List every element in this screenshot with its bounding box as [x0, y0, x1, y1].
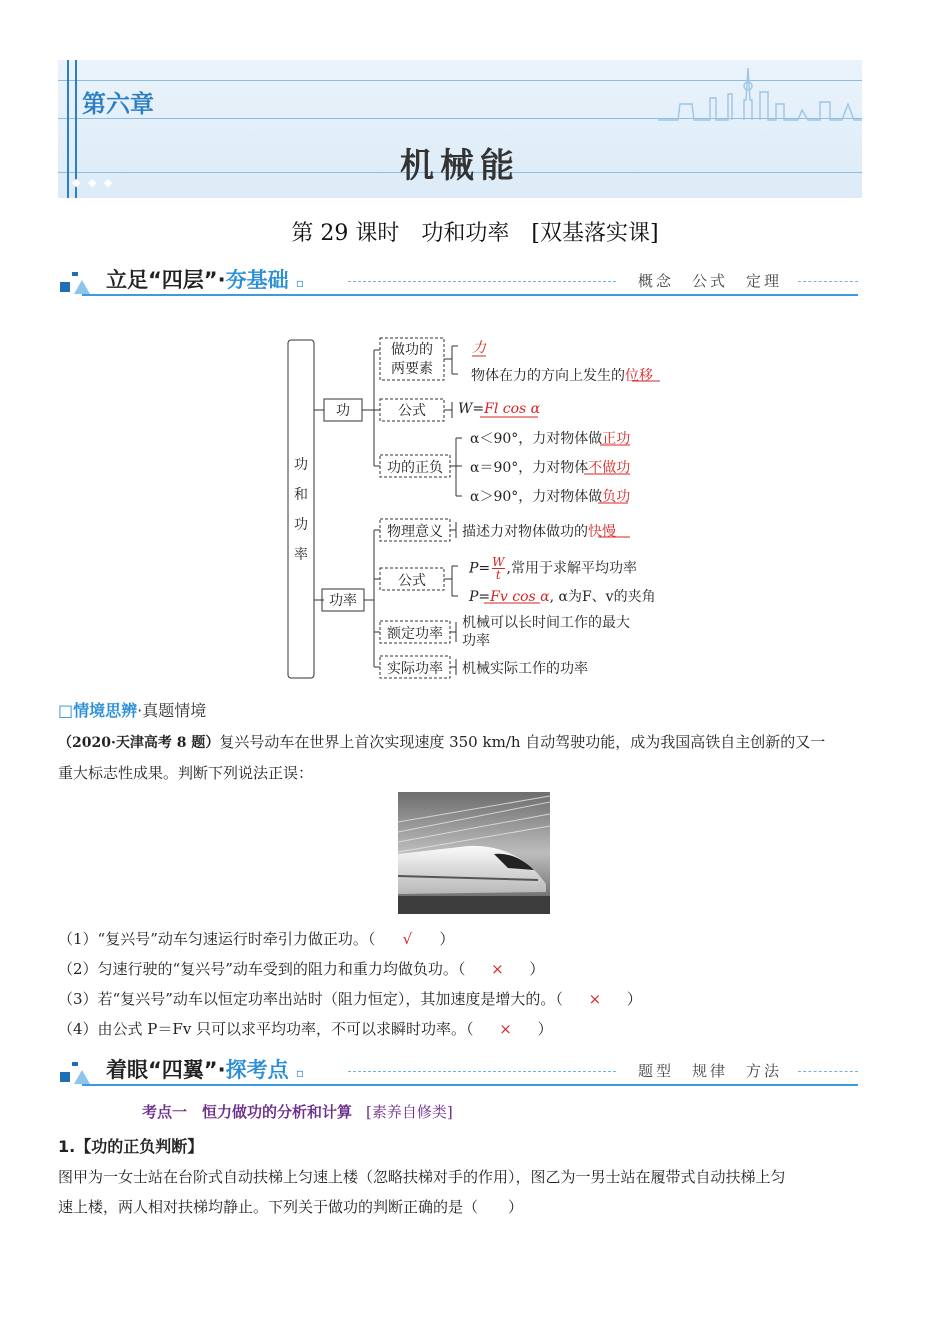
rated-power-node: 额定功率: [387, 626, 443, 642]
situation-heading: □情境思辨·真题情境: [58, 701, 207, 720]
elements-node-line: 做功的: [391, 342, 433, 358]
section-tags: 题型 规律 方法: [638, 1062, 783, 1080]
city-skyline-icon: [658, 64, 862, 126]
section-dash: [348, 281, 616, 282]
work-formula: W=Fl cos α: [458, 401, 541, 417]
section-icon: [58, 268, 92, 296]
rated-power-desc: [462, 614, 630, 650]
question-line: 速上楼，两人相对扶梯均静止。下列关于做功的判断正确的是（ ）: [58, 1198, 524, 1216]
section-dash: [798, 281, 858, 282]
topic-heading: 考点一 恒力做功的分析和计算 [素养自修类]: [142, 1103, 453, 1121]
mind-map-root: [288, 450, 314, 570]
root-char: 率: [294, 547, 308, 563]
sign-row: α＝90°，力对物体不做功: [470, 460, 631, 476]
actual-power-node: 实际功率: [387, 661, 443, 677]
work-node: 功: [336, 403, 350, 419]
power-formula-average: P= $\frac{W}{t}$ ,常用于求解平均功率: [469, 555, 637, 582]
root-char: 功: [294, 457, 308, 473]
judgement-item: （4）由公式 P＝Fv 只可以求平均功率，不可以求瞬时功率。（ × ）: [58, 1020, 553, 1038]
power-node: 功率: [329, 593, 357, 609]
section-header-basics: [58, 262, 858, 298]
element-displacement: 物体在力的方向上发生的位移: [471, 368, 653, 384]
section-title: 立足“四层”·夯基础 ▫: [106, 268, 305, 292]
section-underline: [82, 294, 858, 296]
root-char: 和: [294, 487, 308, 503]
section-header-exam-points: [58, 1052, 858, 1088]
judgement-item: （2）匀速行驶的“复兴号”动车受到的阻力和重力均做负功。（ × ）: [58, 960, 545, 978]
section-dash: [798, 1071, 858, 1072]
section-tags: 概念 公式 定理: [638, 272, 783, 290]
section-title: 着眼“四翼”·探考点 ▫: [106, 1058, 305, 1082]
rated-desc-line: 机械可以长时间工作的最大: [462, 615, 630, 631]
diamond-icon: ◆ ◆ ◆: [72, 176, 115, 189]
high-speed-train-image: [398, 792, 550, 914]
power-formula-node: 公式: [398, 573, 426, 589]
lesson-title: 第 29 课时 功和功率 [双基落实课]: [291, 221, 659, 246]
power-meaning-node: 物理意义: [387, 524, 443, 540]
judgement-item: （1）“复兴号”动车匀速运行时牵引力做正功。（ √ ）: [58, 930, 455, 948]
situation-paragraph: [58, 727, 892, 788]
actual-power-desc: 机械实际工作的功率: [462, 661, 588, 677]
section-underline: [82, 1084, 858, 1086]
power-meaning: 描述力对物体做功的快慢: [462, 524, 616, 540]
sign-row: α＞90°，力对物体做负功: [470, 489, 631, 505]
elements-node: [380, 341, 444, 379]
chapter-label: 第六章: [82, 90, 154, 118]
question-heading: 1.【功的正负判断】: [58, 1137, 204, 1156]
question-line: 图甲为一女士站在台阶式自动扶梯上匀速上楼（忽略扶梯对手的作用），图乙为一男士站在履带式自动扶梯上匀: [58, 1168, 786, 1186]
book-title: 机械能: [400, 146, 520, 186]
root-char: 功: [294, 517, 308, 533]
sign-row: α＜90°，力对物体做正功: [470, 431, 631, 447]
situation-line: （2020·天津高考 8 题）复兴号动车在世界上首次实现速度 350 km/h 自动驾驶功能，成为我国高铁自主创新的又一: [58, 733, 826, 751]
situation-line: 重大标志性成果。判断下列说法正误：: [58, 764, 314, 782]
power-formula-instant: P=Fv cos α, α为F、v的夹角: [469, 589, 656, 605]
work-formula-node: 公式: [398, 403, 426, 419]
judgement-item: （3）若“复兴号”动车以恒定功率出站时（阻力恒定），其加速度是增大的。（ × ）: [58, 990, 642, 1008]
elements-node-line: 两要素: [391, 361, 433, 377]
rated-desc-line: 功率: [462, 633, 490, 649]
section-dash: [348, 1071, 616, 1072]
element-force: 力: [472, 340, 486, 356]
chapter-banner: [58, 60, 862, 198]
work-sign-node: 功的正负: [387, 460, 443, 476]
section-icon: [58, 1058, 92, 1086]
question-stem: [58, 1162, 892, 1222]
